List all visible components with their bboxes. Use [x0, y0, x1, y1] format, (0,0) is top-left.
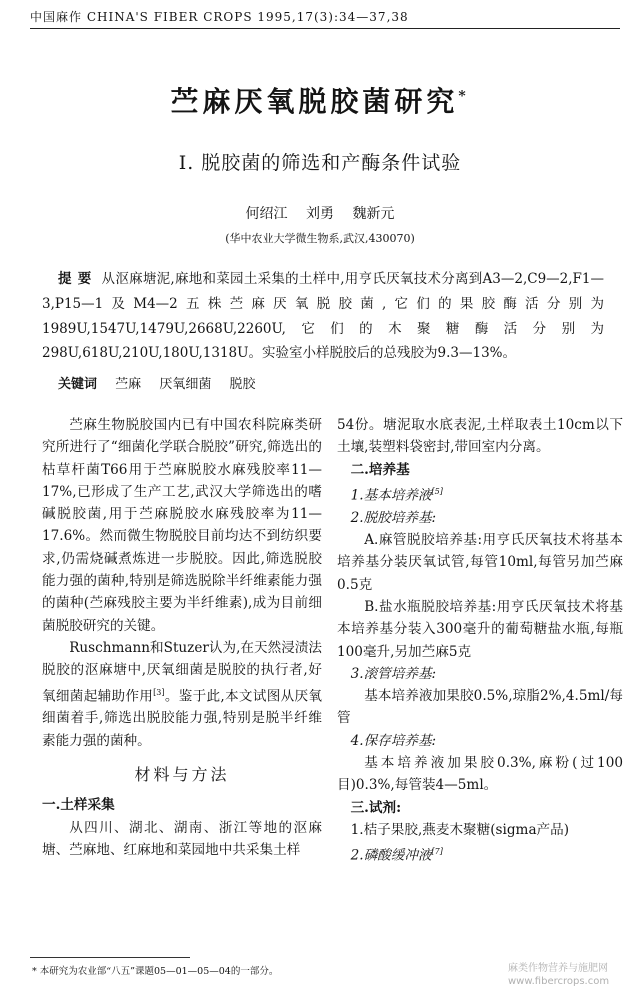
- reagent-item-1: 1.桔子果胶,燕麦木聚糖(sigma产品): [350, 821, 570, 838]
- media-item-2: 2.脱胶培养基:: [350, 509, 437, 526]
- header-rule: [30, 28, 620, 29]
- title-footnote-mark: *: [458, 88, 470, 105]
- media-item-1-text: 1.基本培养液: [350, 487, 432, 504]
- subsection-heading-sampling: 一.土样采集: [42, 797, 115, 814]
- abstract-label: 提要: [58, 271, 98, 287]
- sampling-paragraph-continued: 54份。塘泥取水底表泥,土样取表土10cm以下土壤,装塑料袋密封,带回室内分离。: [337, 417, 623, 456]
- abstract: [42, 267, 604, 366]
- citation-ref: [3]: [153, 687, 165, 697]
- keywords: [58, 373, 269, 392]
- journal-header: 中国麻作 CHINA'S FIBER CROPS 1995,17(3):34—37,38: [30, 10, 409, 24]
- paper-title: [0, 80, 640, 120]
- watermark-line-1: 麻类作物营养与施肥网: [508, 963, 608, 974]
- media-item-3: 3.滚管培养基:: [350, 665, 437, 682]
- left-column: [42, 414, 322, 861]
- citation-ref: [7]: [431, 847, 443, 857]
- subsection-heading-reagents: 三.试剂:: [350, 799, 402, 816]
- media-item-3-text: 基本培养液加果胶0.5%,琼脂2%,4.5ml/每管: [337, 688, 623, 727]
- media-item-2a: A.麻管脱胶培养基:用亨氏厌氧技术将基本培养基分装厌氧试管,每管10ml,每管另加苎麻0.5克: [337, 532, 623, 593]
- keywords-label: 关键词: [58, 377, 98, 392]
- media-item-4: 4.保存培养基:: [350, 732, 437, 749]
- media-item-1: [337, 481, 623, 507]
- citation-ref: [5]: [431, 486, 443, 496]
- footnote: * 本研究为农业部“八五”课题05—01—05—04的一部分。: [32, 966, 279, 977]
- intro-paragraph-2-main: Ruschmann和Stuzer认为,在天然浸渍法脱胶的沤麻塘中,厌氧细菌是脱胶的执行者,好氧细菌起辅助作用: [42, 639, 322, 705]
- right-column: [337, 414, 623, 867]
- reagent-item-2-text: 2.磷酸缓冲液: [350, 847, 432, 864]
- subsection-heading-media: 二.培养基: [350, 461, 410, 478]
- keyword: 厌氧细菌: [159, 377, 212, 392]
- watermark-line-2: www.fibercrops.com: [508, 976, 610, 987]
- watermark: [508, 962, 609, 988]
- sampling-paragraph: 从四川、湖北、湖南、浙江等地的沤麻塘、苎麻地、红麻地和菜园地中共采集土样: [42, 819, 322, 858]
- abstract-text: 从沤麻塘泥,麻地和菜园土采集的土样中,用亨氏厌氧技术分离到A3—2,C9—2,F1—3,P15—1及M4—2五株苎麻厌氧脱胶菌,它们的果胶酶活分别为1989U,1547U,1479U,2668U,2260U,它们的木聚糖酶活分别为298U,618U,210U,180U,1318U。实验室小样脱胶后的总残胶为9.3—13%。: [42, 271, 604, 362]
- intro-paragraph-2-rest: 。鉴于此,本文试图从厌氧细菌着手,筛选出脱胶能力强,特别是脱半纤维素能力强的菌种。: [42, 688, 322, 749]
- section-heading-methods: 材料与方法: [134, 764, 230, 784]
- intro-paragraph-2: [42, 637, 322, 752]
- affiliation: (华中农业大学微生物系,武汉,430070): [225, 232, 415, 245]
- title-text: 苎麻厌氧脱胶菌研究: [170, 85, 459, 118]
- paper-subtitle: I. 脱胶菌的筛选和产酶条件试验: [178, 152, 462, 174]
- reagent-item-2: [337, 841, 623, 867]
- intro-paragraph-1: 苎麻生物脱胶国内已有中国农科院麻类研究所进行了“细菌化学联合脱胶”研究,筛选出的枯草杆菌T66用于苎麻脱胶水麻残胶率11—17%,已形成了生产工艺,武汉大学筛选出的嗜碱脱胶菌,用于苎麻脱胶水麻残胶率为11—17.6%。然而微生物脱胶目前均达不到纺织要求,仍需烧碱煮炼进一步脱胶。因此,筛选脱胶能力强的菌种,特别是筛选脱除半纤维素能力强的菌种(苎麻残胶主要为半纤维素),成为目前细菌脱胶研究的关键。: [42, 417, 322, 634]
- authors: 何绍江 刘勇 魏新元: [245, 206, 395, 222]
- keyword: 苎麻: [115, 377, 142, 392]
- media-item-4-text: 基本培养液加果胶0.3%,麻粉(过100目)0.3%,每管装4—5ml。: [337, 754, 623, 794]
- media-item-2b: B.盐水瓶脱胶培养基:用亨氏厌氧技术将基本培养基分装入300毫升的葡萄糖盐水瓶,每瓶100毫升,另加苎麻5克: [337, 598, 623, 660]
- footnote-rule: [30, 957, 190, 958]
- keyword: 脱胶: [229, 377, 256, 392]
